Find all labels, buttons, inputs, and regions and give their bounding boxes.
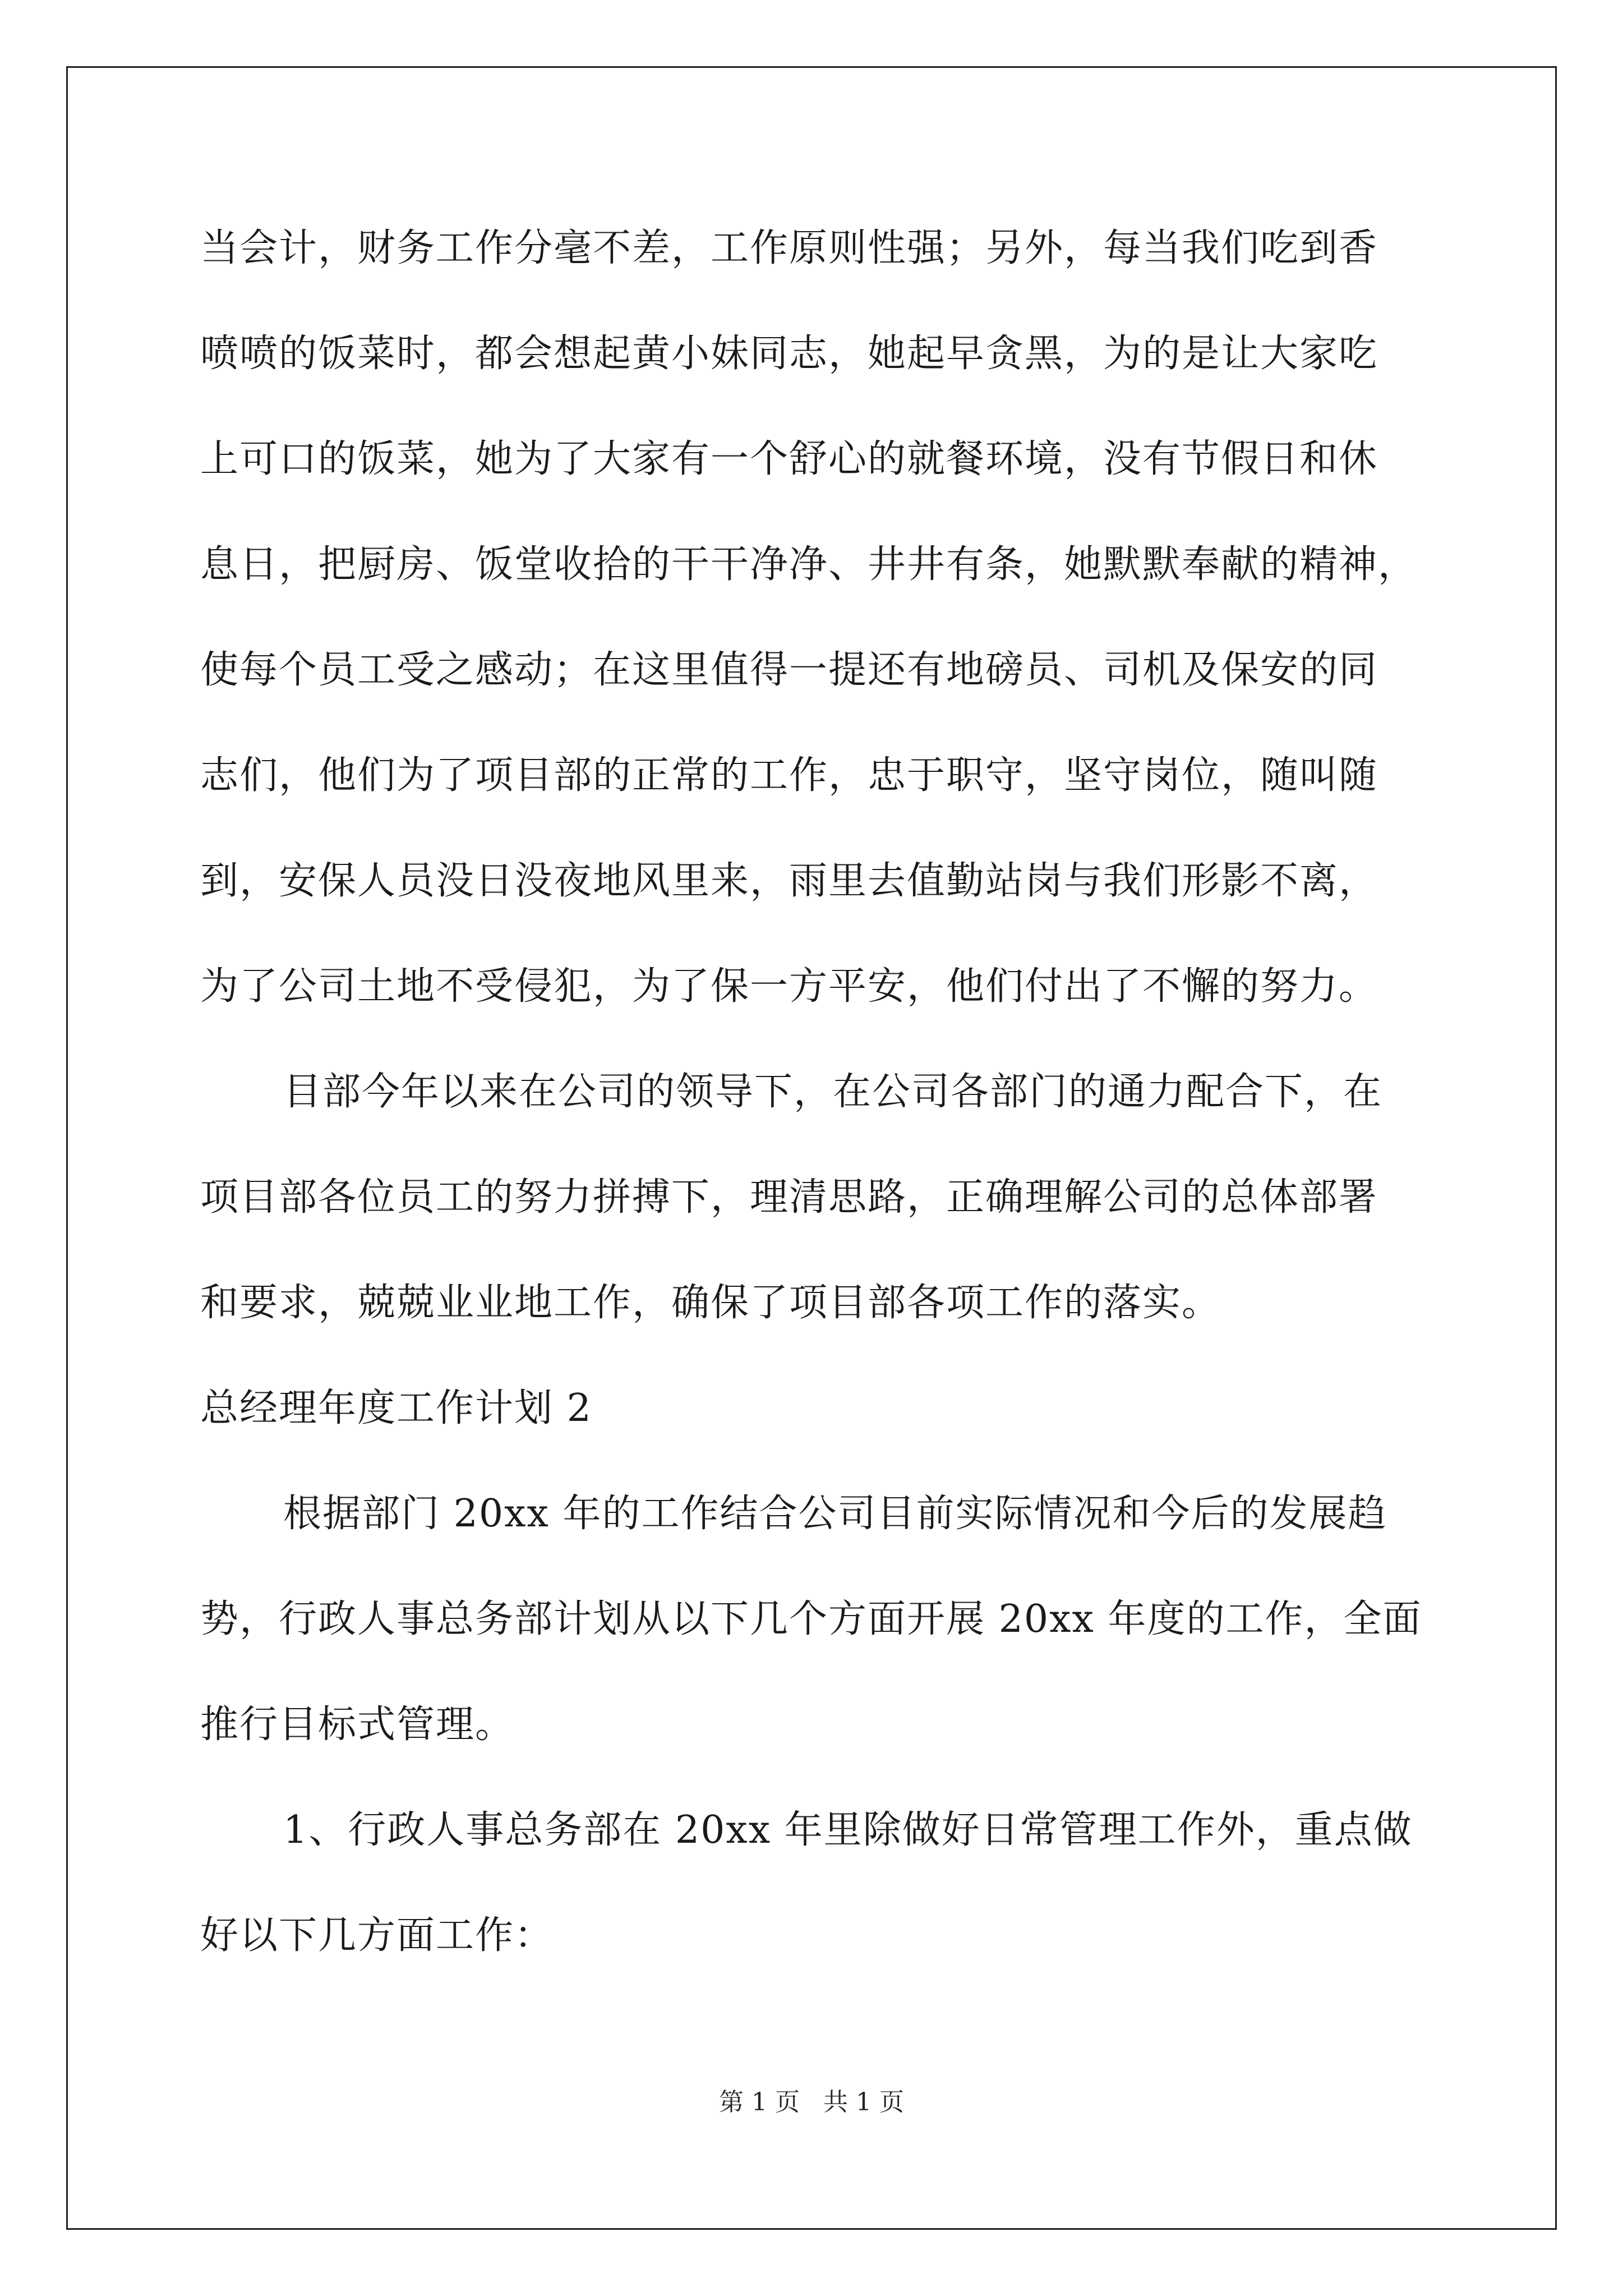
paragraph-first-line: 1、行政人事总务部在 20xx 年里除做好日常管理工作外，重点做 [283,1808,1413,1852]
text-line: 势，行政人事总务部计划从以下几个方面开展 20xx 年度的工作，全面 [200,1597,1422,1641]
text-line: 好以下几方面工作： [200,1913,554,1958]
page-number-footer: 第 1 页 共 1 页 [719,2088,904,2116]
text-line: 到，安保人员没日没夜地风里来，雨里去值勤站岗与我们形影不离， [200,859,1378,903]
paragraph-first-line: 目部今年以来在公司的领导下，在公司各部门的通力配合下，在 [283,1070,1383,1114]
document-body [200,206,1434,1999]
text-line: 志们，他们为了项目部的正常的工作，忠于职守，坚守岗位，随叫随 [200,753,1378,798]
paragraph-first-line: 根据部门 20xx 年的工作结合公司目前实际情况和今后的发展趋 [283,1492,1387,1536]
text-line: 使每个员工受之感动；在这里值得一提还有地磅员、司机及保安的同 [200,648,1378,692]
text-line: 推行目标式管理。 [200,1703,515,1747]
text-line: 和要求，兢兢业业地工作，确保了项目部各项工作的落实。 [200,1281,1221,1325]
section-heading: 总经理年度工作计划 2 [200,1386,592,1430]
text-line: 项目部各位员工的努力拼搏下，理清思路，正确理解公司的总体部署 [200,1175,1378,1220]
text-line: 息日，把厨房、饭堂收拾的干干净净、井井有条，她默默奉献的精神， [200,542,1418,587]
text-line: 喷喷的饭菜时，都会想起黄小妹同志，她起早贪黑，为的是让大家吃 [200,332,1378,376]
text-line: 当会计，财务工作分毫不差，工作原则性强；另外，每当我们吃到香 [200,226,1378,270]
text-line: 上可口的饭菜，她为了大家有一个舒心的就餐环境，没有节假日和休 [200,437,1378,481]
text-line: 为了公司土地不受侵犯，为了保一方平安，他们付出了不懈的努力。 [200,964,1378,1009]
